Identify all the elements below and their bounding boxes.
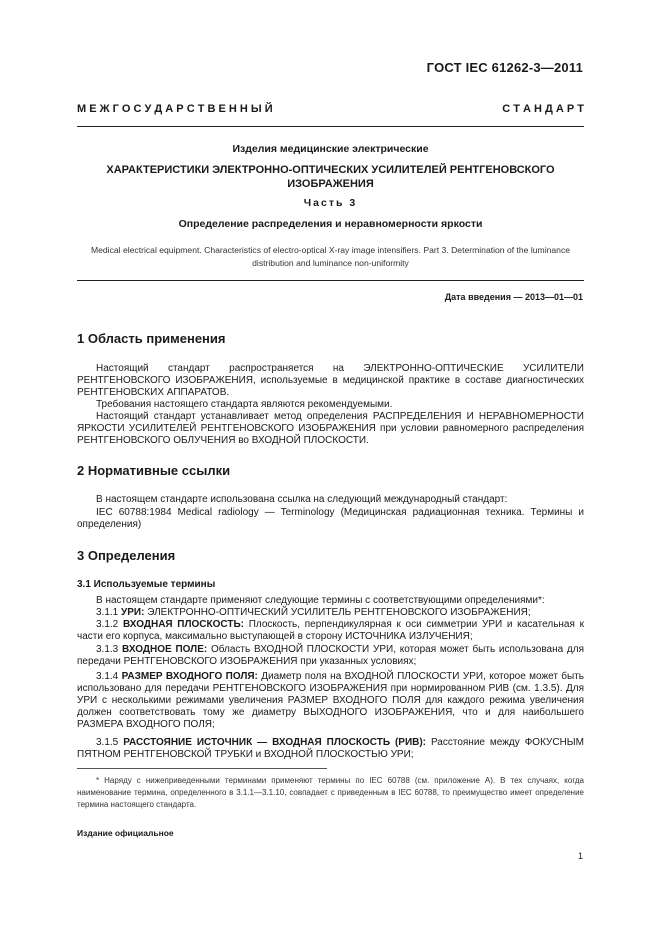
official-edition-label: Издание официальное	[77, 828, 174, 838]
term-3-1-1	[77, 607, 584, 619]
section1-heading: 1 Область применения	[77, 331, 226, 346]
banner-word-standard: С Т А Н Д А Р Т	[502, 103, 584, 115]
term-3-1-5	[77, 737, 584, 761]
title-main: ХАРАКТЕРИСТИКИ ЭЛЕКТРОННО-ОПТИЧЕСКИХ УСИЛИТЕЛЕЙ РЕНТГЕНОВСКОГО ИЗОБРАЖЕНИЯ	[106, 164, 555, 190]
title-part: Часть 3	[303, 197, 358, 209]
term-number: 3.1.3	[96, 644, 119, 655]
title-rule	[77, 280, 584, 281]
term-number: 3.1.1	[96, 607, 119, 618]
term-definition: Плоскость, перпендикулярная к оси симметрии УРИ и касательная к части его корпуса, максимально выступающей в сторону ИСТОЧНИКА ИЗЛУЧЕНИЯ;	[77, 619, 584, 642]
term-name: ВХОДНАЯ ПЛОСКОСТЬ:	[122, 619, 244, 630]
section1-paragraph1: Настоящий стандарт распространяется на ЭЛЕКТРОННО-ОПТИЧЕСКИЕ УСИЛИТЕЛИ РЕНТГЕНОВСКОГО ИЗОБРАЖЕНИЯ, используемые в медицинской практике в составе диагностических РЕНТГЕНОВСКИХ АППАРАТОВ.	[77, 363, 584, 398]
banner-word-interstate: М Е Ж Г О С У Д А Р С Т В Е Н Н Ы Й	[77, 103, 273, 115]
term-definition: ЭЛЕКТРОННО-ОПТИЧЕСКИЙ УСИЛИТЕЛЬ РЕНТГЕНОВСКОГО ИЗОБРАЖЕНИЯ;	[147, 607, 531, 618]
header-rule	[77, 126, 584, 127]
section2-paragraph1: В настоящем стандарте использована ссылка на следующий международный стандарт:	[96, 494, 508, 505]
title-subtitle: Определение распределения и неравномерности яркости	[178, 218, 483, 230]
section3-heading: 3 Определения	[77, 548, 176, 563]
term-number: 3.1.2	[96, 619, 119, 630]
term-3-1-2	[77, 619, 584, 643]
term-3-1-3	[77, 644, 584, 668]
date-of-introduction: Дата введения — 2013—01—01	[444, 292, 583, 302]
page-number: 1	[577, 851, 583, 861]
standard-designation: ГОСТ IEC 61262-3—2011	[426, 60, 583, 75]
section3-intro: В настоящем стандарте применяют следующие термины с соответствующими определениями*:	[96, 595, 545, 606]
title-line1: Изделия медицинские электрические	[232, 143, 429, 155]
term-definition: Область ВХОДНОЙ ПЛОСКОСТИ УРИ, которая может быть использована для передачи РЕНТГЕНОВСКОГО ИЗОБРАЖЕНИЯ при указанных условиях;	[77, 644, 585, 667]
term-number: 3.1.5	[96, 737, 119, 748]
term-definition: Диаметр поля на ВХОДНОЙ ПЛОСКОСТИ УРИ, которое может быть использовано для передачи РЕНТГЕНОВСКОГО ИЗОБРАЖЕНИЯ при нормированном РИВ (см. 1.3.5). Для УРИ с несколькими режимами увеличения РАЗМЕР ВХОДНОГО ПОЛЯ для каждого режима увеличения должен соответствовать тому же диаметру ВЫХОДНОГО ИЗОБРАЖЕНИЯ, что и для наибольшего РАЗМЕРА ВХОДНОГО ПОЛЯ;	[77, 671, 585, 730]
section2-reference: IEC 60788:1984 Medical radiology — Terminology (Медицинская радиационная техника. Термины и определения)	[77, 507, 584, 530]
footnote: * Наряду с нижеприведенными терминами применяют термины по IEC 60788 (см. приложение А). В тех случаях, когда наименование термина, определенного в 3.1.1—3.1.10, совпадает с приведенным в IEC 60788, то преимущество имеет определение термина настоящего стандарта.	[77, 776, 584, 809]
term-name: РАССТОЯНИЕ ИСТОЧНИК — ВХОДНАЯ ПЛОСКОСТЬ (РИВ):	[123, 737, 427, 748]
term-3-1-4	[77, 671, 584, 731]
section1-paragraph3: Настоящий стандарт устанавливает метод определения РАСПРЕДЕЛЕНИЯ И НЕРАВНОМЕРНОСТИ ЯРКОСТИ УСИЛИТЕЛЕЙ РЕНТГЕНОВСКОГО ИЗОБРАЖЕНИЯ при условии равномерного распределения РЕНТГЕНОВСКОГО ОБЛУЧЕНИЯ во ВХОДНОЙ ПЛОСКОСТИ.	[77, 411, 584, 446]
section1-paragraph2: Требования настоящего стандарта являются рекомендуемыми.	[96, 399, 393, 410]
term-name: ВХОДНОЕ ПОЛЕ:	[122, 644, 208, 655]
title-english: Medical electrical equipment. Characteristics of electro-optical X-ray image intensifiers. Part 3. Determination of the luminance distribution and luminance non-uniformity	[90, 245, 571, 268]
section2-heading: 2 Нормативные ссылки	[77, 463, 231, 478]
footnote-separator	[77, 768, 327, 769]
section3-subheading: 3.1 Используемые термины	[77, 579, 216, 590]
term-number: 3.1.4	[96, 671, 119, 682]
term-name: УРИ:	[121, 607, 145, 618]
term-definition: Расстояние между ФОКУСНЫМ ПЯТНОМ РЕНТГЕНОВСКОЙ ТРУБКИ и ВХОДНОЙ ПЛОСКОСТЬЮ УРИ;	[77, 737, 584, 760]
term-name: РАЗМЕР ВХОДНОГО ПОЛЯ:	[121, 671, 258, 682]
interstate-standard-banner	[77, 103, 584, 115]
